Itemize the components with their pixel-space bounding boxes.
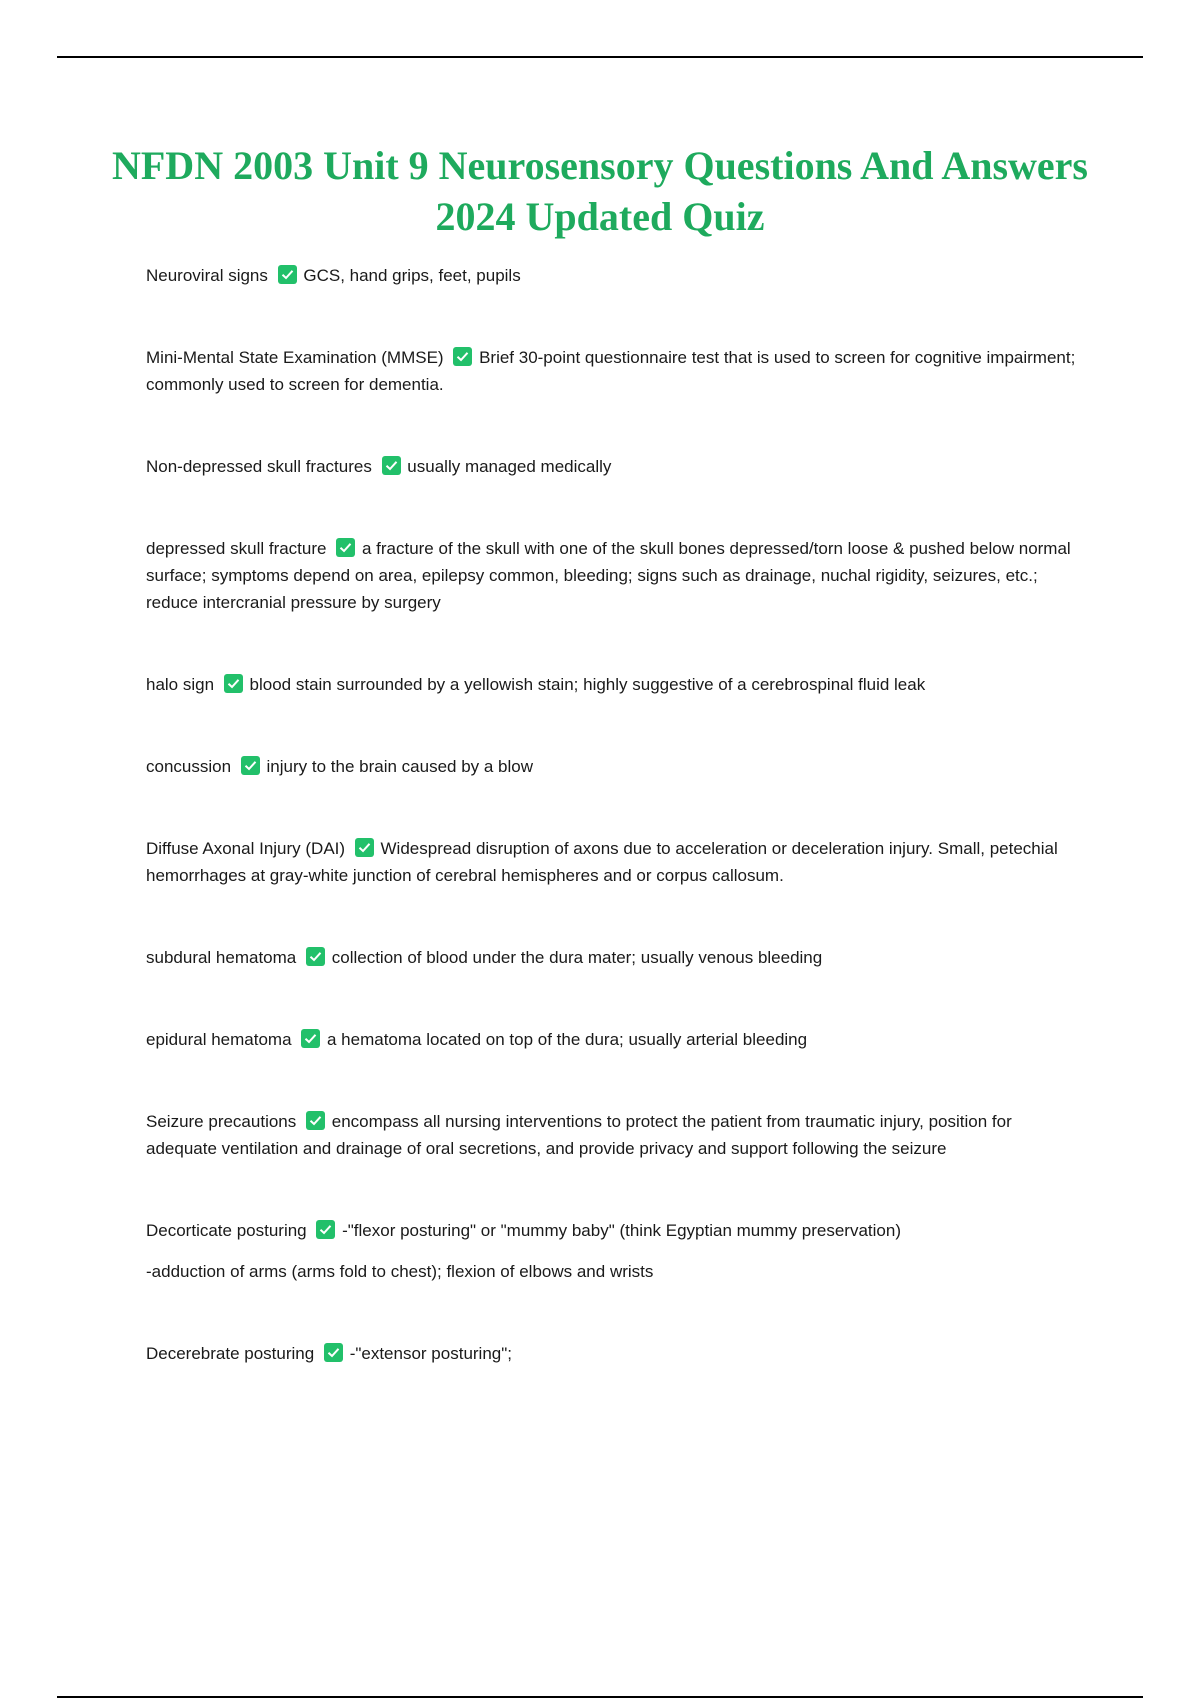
entry-answer: a fracture of the skull with one of the skull bones depressed/torn loose & pushed below normal surface; symptoms depend on area, epilepsy common, bleeding; signs such as drainage, nuchal rigidity, seizures, etc.; reduce intercranial pressure by surgery — [146, 539, 1071, 612]
entry-term: epidural hematoma — [146, 1030, 292, 1049]
qa-entry — [146, 944, 1076, 971]
entry-term: Non-depressed skull fractures — [146, 457, 372, 476]
qa-entry — [146, 1340, 1076, 1367]
entry-term: Decerebrate posturing — [146, 1344, 315, 1363]
entry-answer: encompass all nursing interventions to protect the patient from traumatic injury, position for adequate ventilation and drainage of oral secretions, and provide privacy and support following the seizure — [146, 1112, 1012, 1158]
entry-term: Decorticate posturing — [146, 1221, 307, 1240]
entry-term: concussion — [146, 757, 232, 776]
qa-entry — [146, 1026, 1076, 1053]
qa-entry — [146, 453, 1076, 480]
entry-answer: Widespread disruption of axons due to acceleration or deceleration injury. Small, petechial hemorrhages at gray-white junction of cerebral hemispheres and or corpus callosum. — [146, 839, 1058, 885]
check-icon — [306, 1111, 325, 1130]
entry-answer: Brief 30-point questionnaire test that is used to screen for cognitive impairment; commonly used to screen for dementia. — [146, 348, 1076, 394]
check-icon — [224, 674, 243, 693]
entry-answer: injury to the brain caused by a blow — [266, 757, 534, 776]
qa-entry — [146, 344, 1076, 398]
entry-term: subdural hematoma — [146, 948, 297, 967]
check-icon — [316, 1220, 335, 1239]
check-icon — [382, 456, 401, 475]
top-rule — [57, 56, 1143, 58]
check-icon — [453, 347, 472, 366]
check-icon — [241, 756, 260, 775]
entry-term: Neuroviral signs — [146, 266, 268, 285]
entry-answer: -"flexor posturing" or "mummy baby" (think Egyptian mummy preservation) — [342, 1221, 901, 1240]
qa-entry — [146, 1108, 1076, 1162]
entry-answer: -"extensor posturing"; — [349, 1344, 513, 1363]
entry-term: Mini-Mental State Examination (MMSE) — [146, 348, 444, 367]
qa-entry — [146, 753, 1076, 780]
entry-answer: collection of blood under the dura mater; usually venous bleeding — [331, 948, 823, 967]
entry-term: Diffuse Axonal Injury (DAI) — [146, 839, 346, 858]
qa-entry — [146, 262, 1076, 289]
bottom-rule — [57, 1696, 1143, 1698]
entry-answer: a hematoma located on top of the dura; usually arterial bleeding — [327, 1030, 808, 1049]
qa-entry — [146, 535, 1076, 616]
qa-entry — [146, 835, 1076, 889]
entry-answer: GCS, hand grips, feet, pupils — [303, 266, 521, 285]
check-icon — [278, 265, 297, 284]
check-icon — [336, 538, 355, 557]
check-icon — [355, 838, 374, 857]
check-icon — [306, 947, 325, 966]
entry-answer: usually managed medically — [407, 457, 612, 476]
page-title: NFDN 2003 Unit 9 Neurosensory Questions And Answers 2024 Updated Quiz — [111, 143, 1088, 239]
qa-entry — [146, 671, 1076, 698]
entry-term: Seizure precautions — [146, 1112, 297, 1131]
check-icon — [301, 1029, 320, 1048]
check-icon — [324, 1343, 343, 1362]
entry-term: depressed skull fracture — [146, 539, 327, 558]
qa-entry — [146, 1217, 1076, 1244]
entry-term: halo sign — [146, 675, 215, 694]
qa-list — [146, 262, 1076, 1367]
entry-answer: blood stain surrounded by a yellowish stain; highly suggestive of a cerebrospinal fluid leak — [249, 675, 926, 694]
entry-continuation: -adduction of arms (arms fold to chest); flexion of elbows and wrists — [146, 1262, 654, 1281]
